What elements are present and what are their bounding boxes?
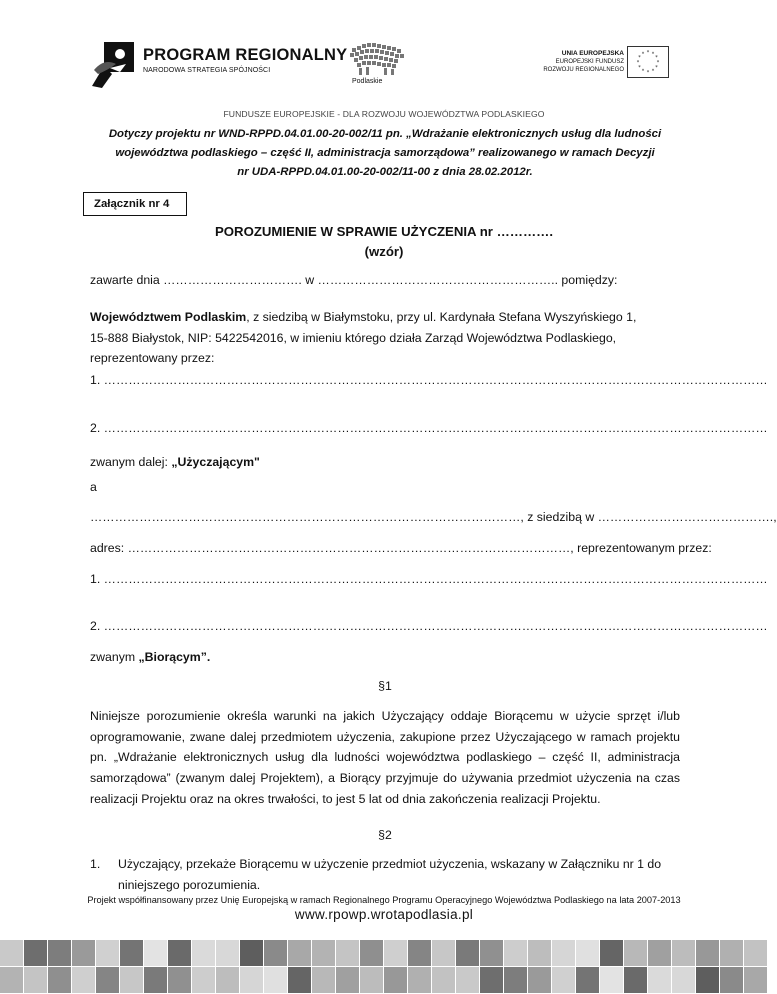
project-reference [90,125,680,182]
band-tile [456,940,479,966]
band-tile [72,940,95,966]
band-tile [384,940,407,966]
address-line: adres: ………………………………………………………………………………………………, reprezentowanym przez: [90,541,712,555]
band-tile [432,940,455,966]
band-tile [672,967,695,993]
called-borrower-prefix: zwanym [90,650,139,664]
svg-text:*: * [655,55,658,61]
band-tile [648,967,671,993]
podlaskie-logo [342,40,416,90]
section-2-heading: §2 [378,828,392,842]
band-tile [240,940,263,966]
called-lender-prefix: zwanym dalej: [90,455,172,469]
band-tile [696,967,719,993]
item-number: 1. [90,857,101,871]
band-tile [528,940,551,966]
representative-3: 1. ……………………………………………………………………………………………………………………………………………… [90,572,768,586]
band-tile [120,967,143,993]
party1-line2: 15-888 Białystok, NIP: 5422542016, w imieniu którego działa Zarząd Województwa Podlaskiego, [90,330,617,345]
band-tile [744,940,767,966]
band-tile [696,940,719,966]
document-title [0,222,768,262]
program-regionalny-logo [90,38,348,96]
band-tile [120,940,143,966]
band-tile [744,967,767,993]
band-tile [360,967,383,993]
program-regionalny-icon [90,40,136,90]
svg-text:*: * [646,70,650,76]
and-line: a [90,480,97,494]
band-tile [144,967,167,993]
band-tile [24,967,47,993]
band-tile [264,940,287,966]
svg-text:*: * [636,60,640,66]
band-tile [288,940,311,966]
svg-text:*: * [655,65,658,71]
svg-text:*: * [646,50,650,56]
band-tile [432,967,455,993]
svg-text:*: * [651,51,655,58]
program-subtitle: NARODOWA STRATEGIA SPÓJNOŚCI [143,67,271,74]
band-tile [48,940,71,966]
eu-line3: ROZWOJU REGIONALNEGO [543,67,624,73]
representative-1: 1. ……………………………………………………………………………………………………………………………………………… [90,373,768,387]
party1-line1-rest: , z siedzibą w Białymstoku, przy ul. Kardynała Stefana Wyszyńskiego 1, [246,310,637,324]
decorative-tile-band [0,940,768,994]
band-tile [408,967,431,993]
footer-website: www.rpowp.wrotapodlasia.pl [294,907,474,922]
project-reference-line1: Dotyczy projektu nr WND-RPPD.04.01.00-20-002/11 pn. „Wdrażanie elektronicznych usług dla ludności [108,128,662,140]
called-lender-name: „Użyczającym" [171,455,260,469]
document-title-line2: (wzór) [364,244,404,259]
band-tile [504,967,527,993]
band-tile [240,967,263,993]
party1-line3: reprezentowany przez: [90,351,215,366]
item-text: Użyczający, przekaże Biorącemu w użyczenie przedmiot użyczenia, wskazany w Załączniku nr 1 do niniejszego porozumienia. [118,857,662,892]
eu-line1: UNIA EUROPEJSKA [561,50,624,57]
party1-block [90,307,680,369]
band-tile [648,940,671,966]
bison-icon [342,40,416,78]
band-tile [144,940,167,966]
called-borrower-name: „Biorącym”. [138,650,211,664]
band-tile [48,967,71,993]
band-tile [456,967,479,993]
concluded-line: zawarte dnia ……………………………. w ………………………………………………….. pomiędzy: [90,273,618,287]
band-tile [576,967,599,993]
band-tile [624,940,647,966]
eu-line2: EUROPEJSKI FUNDUSZ [555,59,624,65]
band-tile [552,967,575,993]
project-reference-line2: województwa podlaskiego – część II, administracja samorządowa” realizowanego w ramach Decyzji [115,147,655,159]
band-tile [168,967,191,993]
representative-4: 2. ……………………………………………………………………………………………………………………………………………… [90,619,768,633]
band-tile [480,967,503,993]
band-tile [216,940,239,966]
band-tile [0,940,23,966]
party2-line: ……………………………………………………………………………………………, z siedzibą w ……………………………………., [90,510,777,524]
attachment-label: Załącznik nr 4 [83,192,187,216]
band-tile [0,967,23,993]
called-borrower [90,648,680,668]
band-tile [720,940,743,966]
band-tile [600,967,623,993]
band-tile [480,940,503,966]
section-2-item-1 [90,854,680,895]
svg-text:*: * [641,68,645,75]
band-tile [336,967,359,993]
band-tile [312,967,335,993]
band-tile [504,940,527,966]
called-lender [90,453,680,473]
band-tile [72,967,95,993]
logo-row [0,38,768,96]
section-1-heading: §1 [378,679,392,693]
band-tile [360,940,383,966]
document-title-line1: POROZUMIENIE W SPRAWIE UŻYCZENIA nr …………. [215,224,553,239]
band-tile [528,967,551,993]
podlaskie-label: Podlaskie [352,78,383,85]
svg-text:*: * [651,68,655,75]
eu-flag-icon [627,46,669,78]
band-tile [624,967,647,993]
svg-text:*: * [638,55,641,61]
representative-2: 2. ……………………………………………………………………………………………………………………………………………… [90,421,768,435]
svg-text:*: * [656,60,660,66]
band-tile [192,967,215,993]
funds-line: FUNDUSZE EUROPEJSKIE - DLA ROZWOJU WOJEWÓDZTWA PODLASKIEGO [223,109,545,119]
band-tile [264,967,287,993]
svg-text:*: * [641,51,645,58]
band-tile [288,967,311,993]
band-tile [384,967,407,993]
band-tile [216,967,239,993]
party1-line1 [90,307,680,328]
svg-text:*: * [638,65,641,71]
band-tile [576,940,599,966]
band-tile [168,940,191,966]
eu-text [512,50,624,74]
band-tile [96,967,119,993]
footer-cofinancing: Projekt współfinansowany przez Unię Europejską w ramach Regionalnego Programu Operacyjnego Województwa Podlaskiego na lata 2007-2013 [87,895,681,905]
party1-name: Województwem Podlaskim [90,310,247,324]
band-tile [672,940,695,966]
band-tile [24,940,47,966]
band-tile [552,940,575,966]
band-tile [96,940,119,966]
band-tile [336,940,359,966]
band-tile [600,940,623,966]
section-1-text: Niniejsze porozumienie określa warunki na jakich Użyczający oddaje Biorącemu w użycie sprzęt i/lub oprogramowanie, zwane dalej przedmiotem użyczenia, zakupione przez Użyczającego w ramach projektu pn. „Wdrażanie elektronicznych usług dla ludności województwa podlaskiego – część II, administracja samorządowa” (zwanym dalej Projektem), a Biorący przyjmuje do używania przedmiot użyczenia na czas realizacji Projektu oraz na okres trwałości, to jest 5 lat od dnia zakończenia realizacji Projektu. [90,709,680,806]
band-tile [720,967,743,993]
project-reference-line3: nr UDA-RPPD.04.01.00-20-002/11-00 z dnia 28.02.2012r. [237,166,533,178]
band-tile [408,940,431,966]
band-tile [192,940,215,966]
program-title: PROGRAM REGIONALNY [143,46,348,64]
band-tile [312,940,335,966]
